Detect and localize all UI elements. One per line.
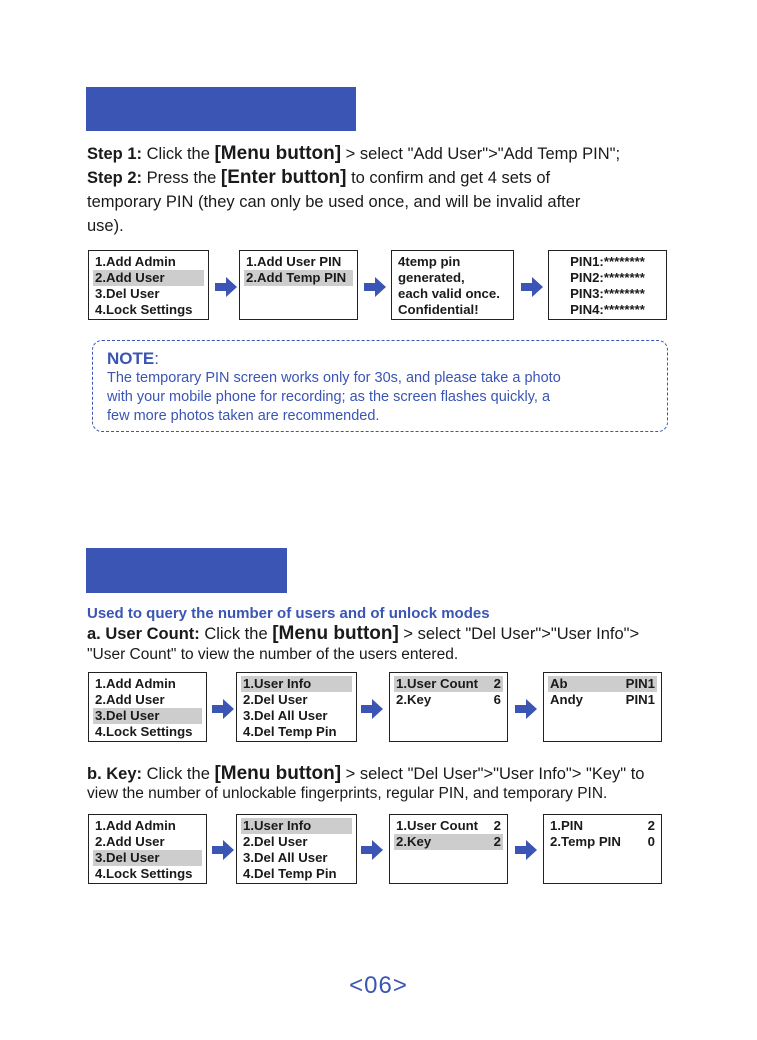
menu-item: 3.Del All User: [243, 708, 328, 723]
step1-post: > select "Add User">"Add Temp PIN";: [341, 145, 621, 163]
info-key: 2.Key: [396, 834, 432, 849]
page-number: <06>: [349, 972, 408, 999]
menu-item: 2.Del User: [243, 692, 308, 707]
user-row-selected: [548, 676, 657, 692]
lcd-screen-temp-pin-generated: [391, 250, 514, 320]
menu-item: 4.Del Temp Pin: [243, 724, 337, 739]
menu-item: 3.Del User: [95, 286, 160, 301]
note-colon: :: [154, 349, 159, 368]
menu-item: 1.Add Admin: [95, 818, 176, 833]
arrow-right-icon: [514, 698, 538, 720]
menu-item: 3.Del All User: [243, 850, 328, 865]
info-value: 2: [493, 818, 501, 833]
menu-item: 1.Add User PIN: [246, 254, 342, 269]
pin-line: PIN3:********: [570, 286, 645, 301]
user-count-pre: Click the: [199, 625, 273, 643]
lcd-screen-add-user-menu: [239, 250, 358, 320]
lcd-screen-user-info: [389, 672, 508, 742]
pin-line: PIN2:********: [570, 270, 645, 285]
user-count-post: > select "Del User">"User Info">: [398, 625, 640, 643]
arrow-right-icon: [520, 276, 544, 298]
enter-button-label: [Enter button]: [220, 167, 347, 188]
menu-item-selected: 3.Del User: [93, 708, 202, 724]
info-value: 2: [493, 834, 501, 849]
step2-label: Step 2:: [87, 169, 143, 187]
key-post: > select "Del User">"User Info"> "Key" to: [341, 765, 645, 783]
key-type: 1.PIN: [550, 818, 583, 833]
lcd-screen-del-user-menu: [236, 814, 357, 884]
lcd-screen-main-menu: [88, 250, 209, 320]
info-value: 6: [493, 692, 501, 707]
menu-item-selected: 2.Add Temp PIN: [244, 270, 353, 286]
note-title: NOTE: [107, 349, 155, 368]
step2-continuation-end: use).: [87, 217, 124, 235]
info-row: [394, 692, 503, 708]
menu-button-label: [Menu button]: [214, 763, 342, 784]
key-row: [548, 818, 657, 834]
menu-item: 1.Add Admin: [95, 676, 176, 691]
note-heading: [107, 349, 653, 369]
key-row: [548, 834, 657, 850]
key-label: b. Key:: [87, 765, 143, 783]
user-count-continuation: "User Count" to view the number of the users entered.: [87, 646, 459, 663]
arrow-right-icon: [360, 839, 384, 861]
info-key: 1.User Count: [396, 818, 479, 833]
lcd-screen-del-user-menu: [236, 672, 357, 742]
info-key: 1.User Count: [396, 676, 479, 691]
menu-item: 1.Add Admin: [95, 254, 176, 269]
menu-item: 2.Del User: [243, 834, 308, 849]
note-box: [92, 340, 668, 432]
section-banner-user-info: [86, 548, 287, 593]
key-continuation: view the number of unlockable fingerprints, regular PIN, and temporary PIN.: [87, 785, 608, 802]
lcd-screen-pin-list: [548, 250, 667, 320]
menu-item-selected: 3.Del User: [93, 850, 202, 866]
user-row: [548, 692, 657, 708]
arrow-right-icon: [211, 839, 235, 861]
menu-button-label: [Menu button]: [272, 623, 399, 644]
section-banner-temp-pin: [86, 87, 356, 131]
user-name: Ab: [550, 676, 568, 691]
arrow-right-icon: [363, 276, 387, 298]
key-pre: Click the: [142, 765, 215, 783]
note-line: few more photos taken are recommended.: [107, 408, 380, 424]
info-row: [394, 818, 503, 834]
menu-button-label: [Menu button]: [214, 143, 342, 164]
step2-pre: Press the: [146, 169, 221, 187]
user-count-label: a. User Count:: [87, 625, 200, 643]
user-key: PIN1: [625, 692, 655, 707]
arrow-right-icon: [360, 698, 384, 720]
user-name: Andy: [550, 692, 583, 707]
pin-line: PIN1:********: [570, 254, 645, 269]
screen-line: Confidential!: [398, 302, 479, 317]
menu-item: 4.Lock Settings: [95, 302, 193, 317]
section-intro: Used to query the number of users and of unlock modes: [87, 605, 490, 622]
lcd-screen-key-counts: [543, 814, 662, 884]
menu-item: 4.Lock Settings: [95, 866, 193, 881]
menu-item-selected: 2.Add User: [93, 270, 204, 286]
lcd-screen-main-menu: [88, 814, 207, 884]
key-count: 2: [647, 818, 655, 833]
lcd-screen-user-list: [543, 672, 662, 742]
screen-line: each valid once.: [398, 286, 500, 301]
arrow-right-icon: [214, 276, 238, 298]
step2-continuation: temporary PIN (they can only be used once, and will be invalid after: [87, 193, 581, 211]
step2-post: to confirm and get 4 sets of: [346, 169, 551, 187]
key-type: 2.Temp PIN: [550, 834, 621, 849]
screen-line: 4temp pin: [398, 254, 461, 269]
note-line: The temporary PIN screen works only for 30s, and please take a photo: [107, 370, 561, 386]
step2-text: [87, 166, 727, 190]
info-row-selected: [394, 676, 503, 692]
menu-item: 4.Del Temp Pin: [243, 866, 337, 881]
user-key: PIN1: [625, 676, 655, 691]
menu-item-selected: 1.User Info: [241, 676, 352, 692]
step1-pre: Click the: [146, 145, 215, 163]
pin-line: PIN4:********: [570, 302, 645, 317]
info-key: 2.Key: [396, 692, 432, 707]
step1-label: Step 1:: [87, 145, 143, 163]
lcd-screen-main-menu: [88, 672, 207, 742]
arrow-right-icon: [514, 839, 538, 861]
note-line: with your mobile phone for recording; as the screen flashes quickly, a: [107, 389, 551, 405]
menu-item: 2.Add User: [95, 692, 165, 707]
menu-item-selected: 1.User Info: [241, 818, 352, 834]
key-count: 0: [647, 834, 655, 849]
info-value: 2: [493, 676, 501, 691]
menu-item: 4.Lock Settings: [95, 724, 193, 739]
arrow-right-icon: [211, 698, 235, 720]
menu-item: 2.Add User: [95, 834, 165, 849]
info-row-selected: [394, 834, 503, 850]
step1-text: [87, 142, 727, 166]
lcd-screen-user-info: [389, 814, 508, 884]
screen-line: generated,: [398, 270, 465, 285]
